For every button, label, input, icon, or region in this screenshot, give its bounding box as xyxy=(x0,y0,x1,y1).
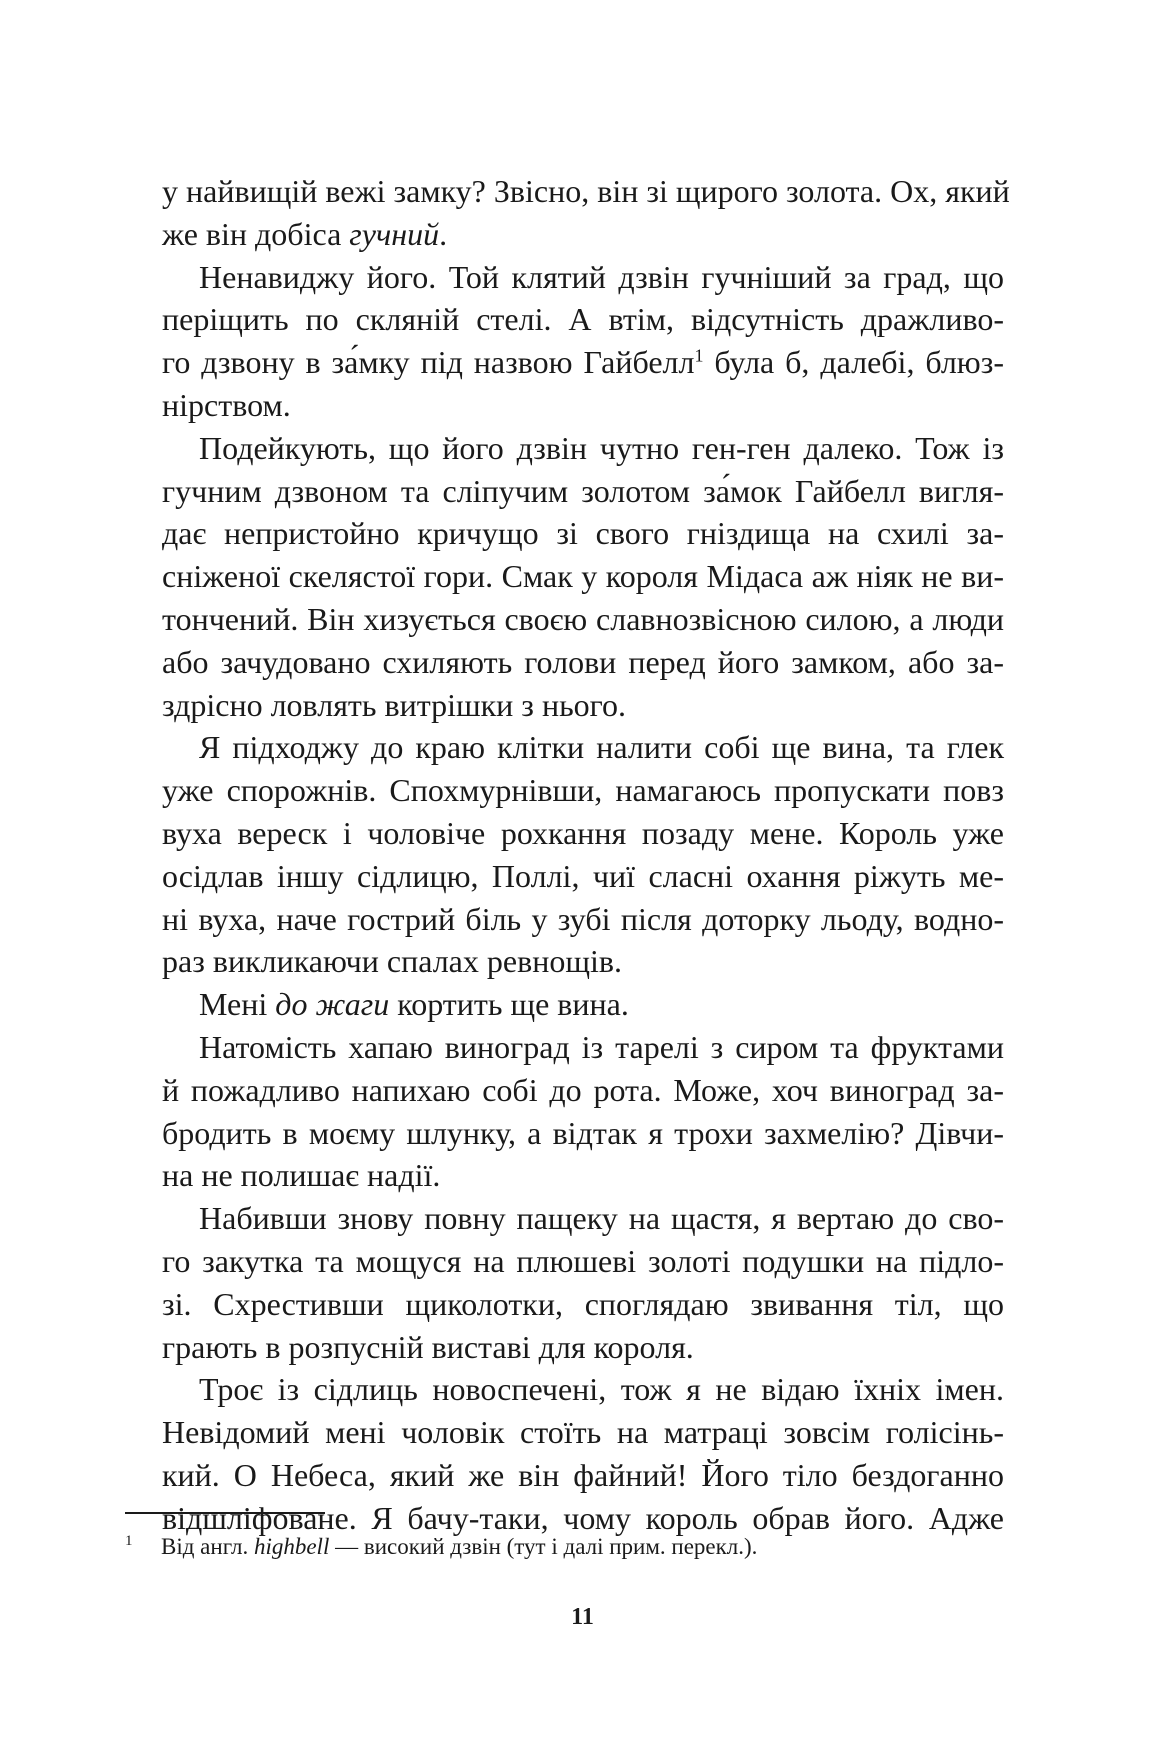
text-line: гучним дзвоном та сліпучим золотом за́мок Гайбелл вигля- xyxy=(162,472,1004,509)
text-fragment: . xyxy=(439,215,448,252)
text-line: зі. Схрестивши щиколотки, споглядаю звивання тіл, що xyxy=(162,1285,1004,1322)
text-line: здрісно ловлять витрішки з нього. xyxy=(162,686,626,723)
text-line: раз викликаючи спалах ревнощів. xyxy=(162,943,622,980)
body-text xyxy=(162,170,1010,1540)
text-line xyxy=(162,213,1004,256)
text-line: Набивши знову повну пащеку на щастя, я вертаю до сво- xyxy=(199,1200,1004,1237)
text-line: сніженої скелястої гори. Смак у короля Мідаса аж ніяк не ви- xyxy=(162,558,1004,595)
text-line: у найвищій вежі замку? Звісно, він зі щирого золота. Ох, який xyxy=(162,173,1010,209)
text-fragment: кортить ще вина. xyxy=(389,986,629,1023)
emphasis-text: до жаги xyxy=(275,986,390,1023)
text-line: періщить по скляній стелі. А втім, відсутність дражливо- xyxy=(162,301,1004,338)
text-fragment: же він добіса xyxy=(162,215,350,252)
text-line: дає непристойно кричущо зі свого гніздища на схилі за- xyxy=(162,515,1004,552)
text-line: Я підходжу до краю клітки налити собі ще вина, та глек xyxy=(199,729,1004,766)
text-line xyxy=(162,983,1004,1026)
emphasis-text: гучний xyxy=(349,215,440,252)
text-line: нірством. xyxy=(162,386,291,423)
text-line: Натомість хапаю виноград із тарелі з сиром та фруктами xyxy=(199,1028,1004,1065)
text-line xyxy=(162,341,1004,384)
text-line: Невідомий мені чоловік стоїть на матраці зовсім голісінь- xyxy=(162,1414,1004,1451)
text-line: кий. О Небеса, який же він файний! Його тіло бездоганно xyxy=(162,1456,1004,1493)
text-line: ні вуха, наче гострий біль у зубі після доторку льоду, водно- xyxy=(162,900,1004,937)
text-line: уже спорожнів. Спохмурнівши, намагаюсь пропускати повз xyxy=(162,772,1004,809)
text-line: тончений. Він хизується своєю славнозвісною силою, а люди xyxy=(162,600,1004,637)
text-line: го закутка та мощуся на плюшеві золоті подушки на підло- xyxy=(162,1242,1004,1279)
text-line: на не полишає надії. xyxy=(162,1157,441,1194)
text-fragment: Мені xyxy=(199,986,276,1023)
text-fragment: го дзвону в за́мку під назвою Гайбелл xyxy=(162,344,695,381)
page-number: 11 xyxy=(571,1604,594,1630)
text-line: Подейкують, що його дзвін чутно ген-ген далеко. Тож із xyxy=(199,429,1004,466)
text-line: Ненавиджу його. Той клятий дзвін гучніший за град, що xyxy=(199,258,1004,295)
text-line: грають в розпусній виставі для короля. xyxy=(162,1328,694,1365)
text-line: вуха вереск і чоловіче рохкання позаду мене. Король уже xyxy=(162,814,1004,851)
footnote-divider xyxy=(125,1512,325,1514)
footnote-term: highbell xyxy=(253,1534,330,1559)
text-line: бродить в моєму шлунку, а відтак я трохи захмелію? Дівчи- xyxy=(162,1114,1004,1151)
footnote-text-start: Від англ. xyxy=(161,1534,254,1559)
footnote: 1 Від англ. highbell — високий дзвін (тут і далі прим. перекл.). xyxy=(125,1533,758,1559)
footnote-reference: 1 xyxy=(694,345,704,366)
text-line: Троє із сідлиць новоспечені, тож я не відаю їхніх імен. xyxy=(199,1371,1004,1408)
text-fragment: була б, далебі, блюз- xyxy=(703,344,1005,381)
footnote-text-end: — високий дзвін (тут і далі прим. перекл.). xyxy=(329,1534,758,1559)
text-line: й пожадливо напихаю собі до рота. Може, хоч виноград за- xyxy=(162,1071,1004,1108)
text-line: осідлав іншу сідлицю, Поллі, чиї сласні охання ріжуть ме- xyxy=(162,857,1004,894)
text-line: відшліфоване. Я бачу-таки, чому король обрав його. Адже xyxy=(162,1499,1004,1536)
text-line: або зачудовано схиляють голови перед його замком, або за- xyxy=(162,643,1004,680)
